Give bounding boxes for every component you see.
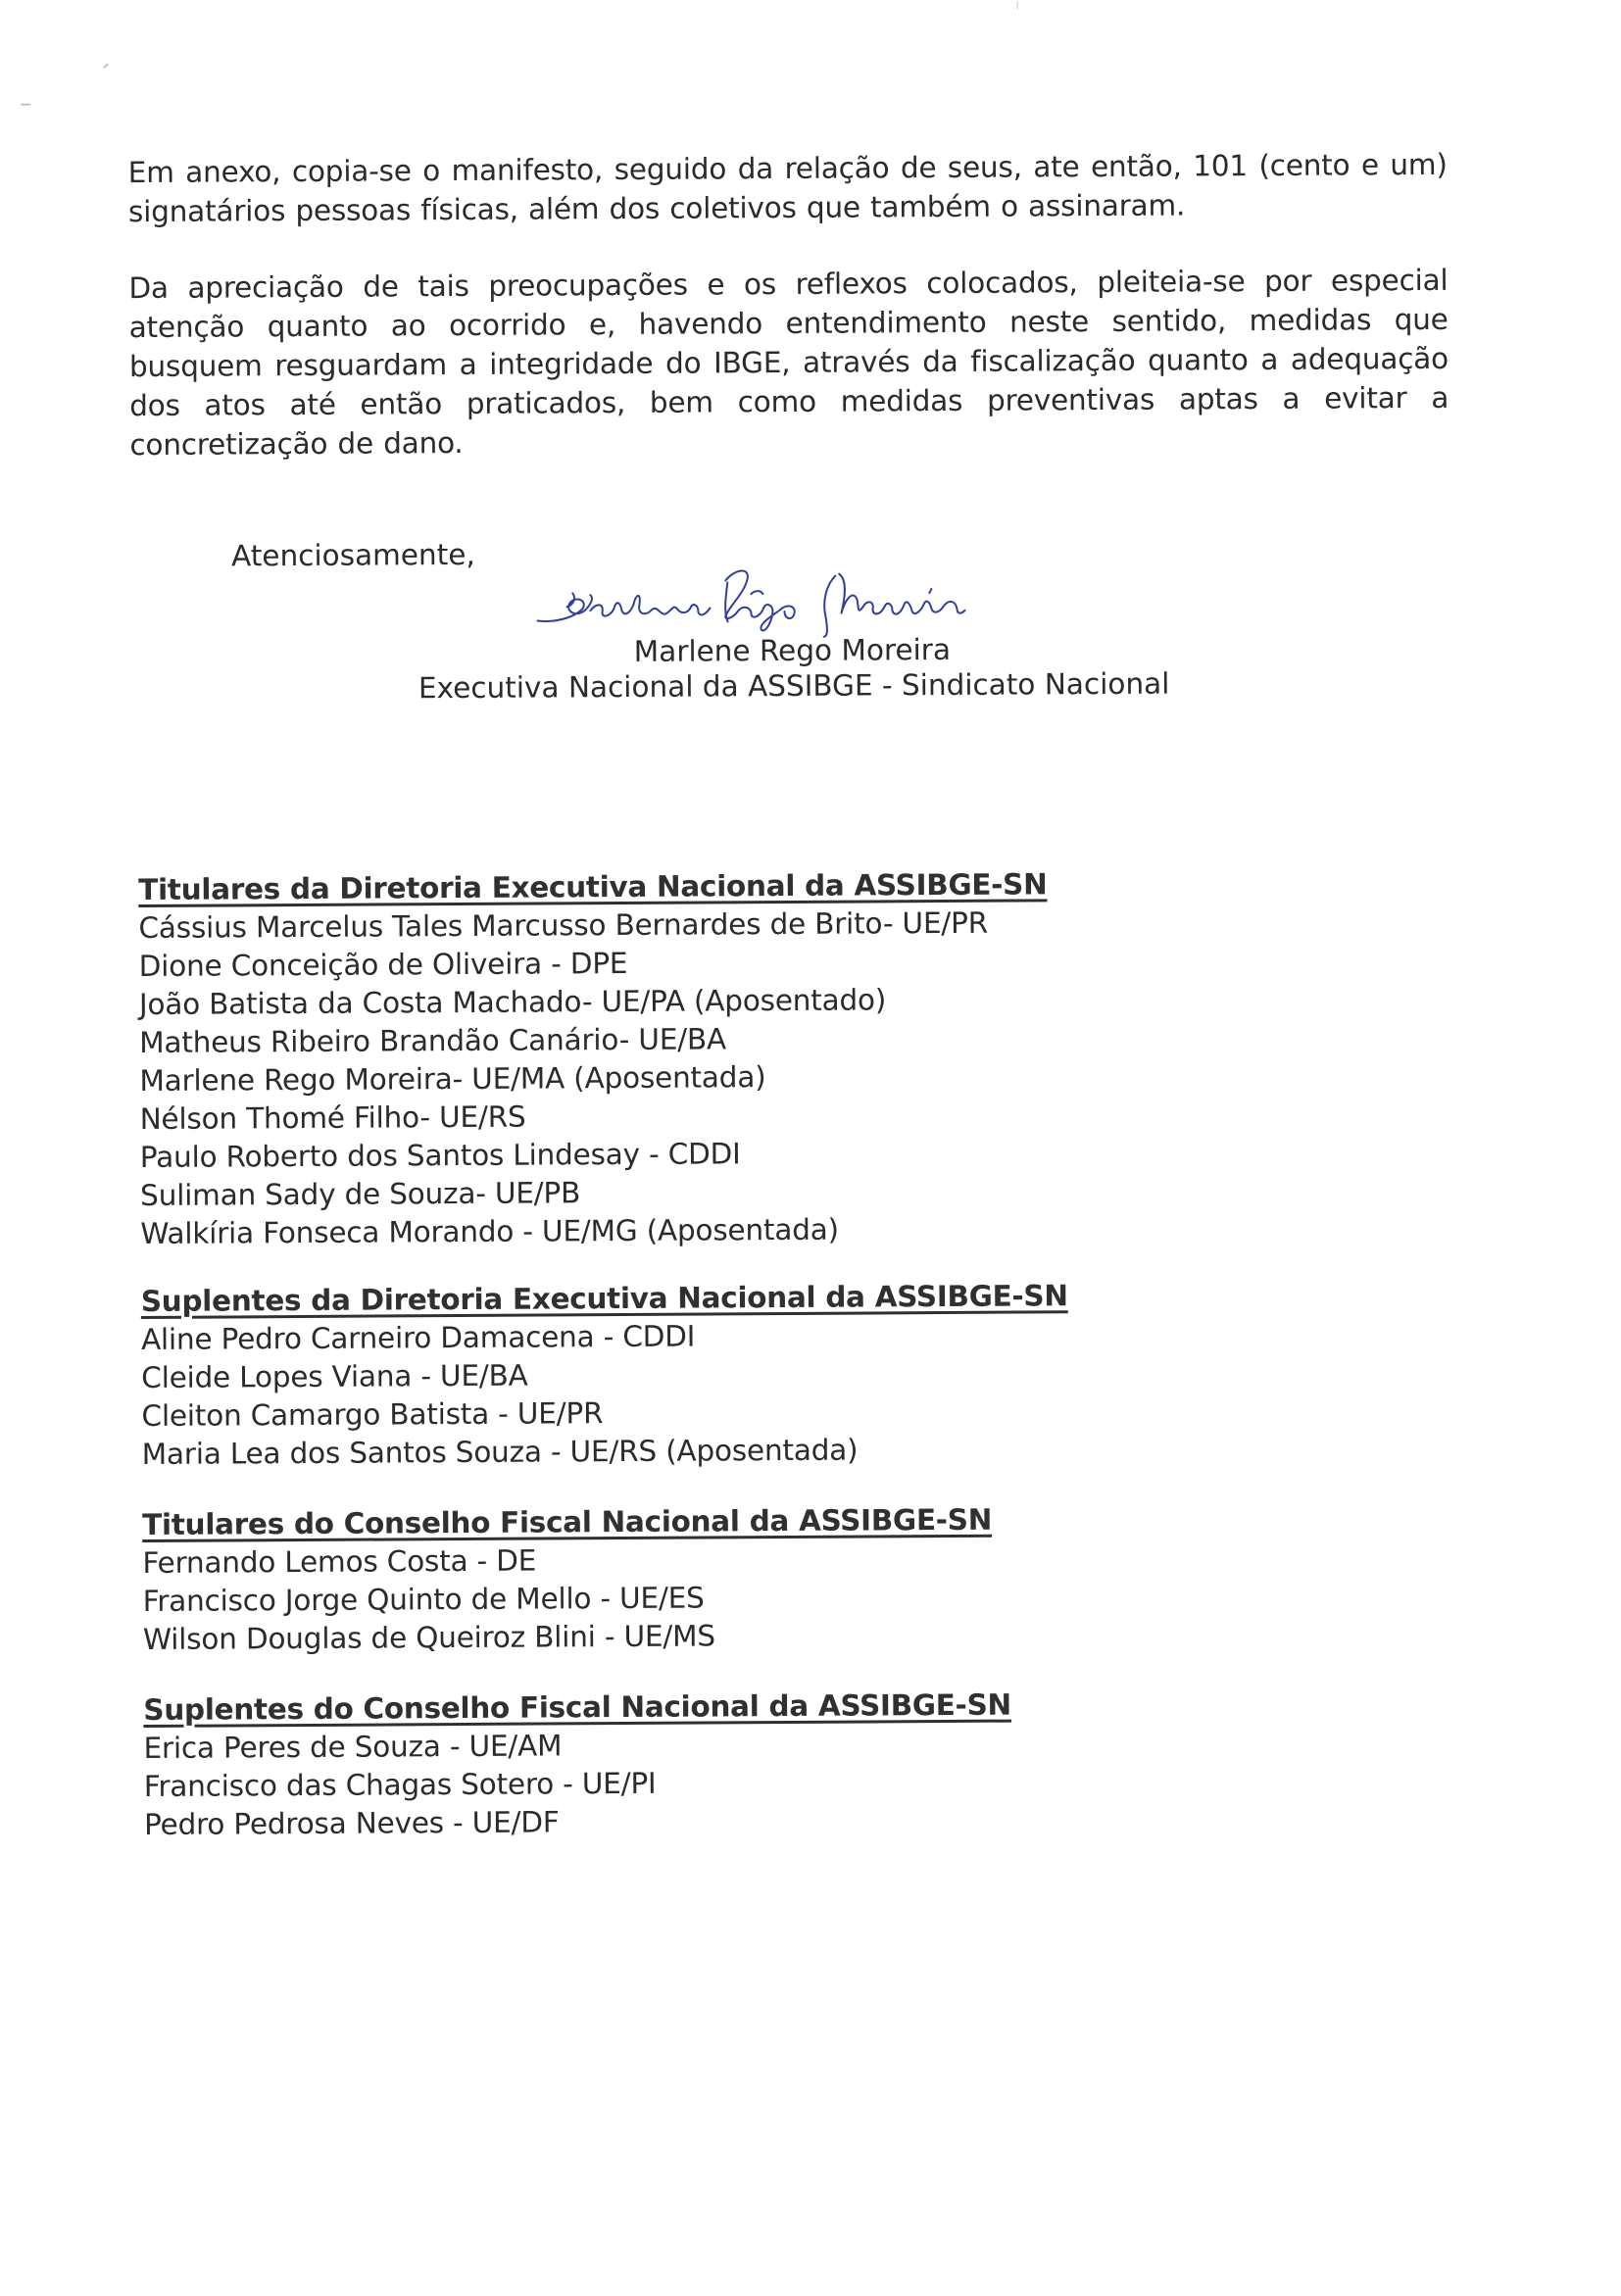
- member-item: Cleiton Camargo Batista - UE/PR: [141, 1396, 604, 1434]
- closing-salutation: Atenciosamente,: [231, 537, 475, 573]
- member-list: [141, 1315, 1069, 1474]
- member-item: Walkíria Fonseca Morando - UE/MG (Aposentada): [140, 1212, 839, 1251]
- paragraph-annex: Em anexo, copia-se o manifesto, seguido da relação de seus, ate então, 101 (cento e um) signatários pessoas físicas, além dos coletivos que também o assinaram.: [127, 147, 1448, 229]
- member-item: Wilson Douglas de Queiroz Blini - UE/MS: [142, 1619, 715, 1657]
- section-heading: Suplentes da Diretoria Executiva Nacional da ASSIBGE-SN: [140, 1279, 1068, 1319]
- section-suplentes-diretoria: [141, 1277, 1069, 1474]
- section-suplentes-conselho: [143, 1686, 1011, 1844]
- member-item: Nélson Thomé Filho- UE/RS: [139, 1099, 526, 1137]
- section-titulares-conselho: [142, 1501, 993, 1659]
- member-item: Marlene Rego Moreira- UE/MA (Aposentada): [139, 1060, 766, 1099]
- scan-artifact: [21, 104, 30, 106]
- member-list: [138, 904, 1049, 1253]
- section-heading: Titulares da Diretoria Executiva Nacional da ASSIBGE-SN: [138, 867, 1048, 907]
- signature-stroke: [537, 593, 592, 621]
- signer-name: Marlene Rego Moreira: [633, 632, 952, 668]
- member-item: Cleide Lopes Viana - UE/BA: [141, 1358, 528, 1395]
- member-item: Pedro Pedrosa Neves - UE/DF: [143, 1805, 560, 1842]
- member-item: Cássius Marcelus Tales Marcusso Bernardes de Brito- UE/PR: [138, 905, 989, 946]
- paragraph-request: Da apreciação de tais preocupações e os reflexos colocados, pleiteia-se por especial atenção quanto ao ocorrido e, havendo entendimento neste sentido, medidas que busquem resguardam a integridade do IBGE, através da fiscalização quanto a adequação dos atos até então praticados, bem como medidas preventivas aptas a evitar a concretização de dano.: [128, 263, 1449, 463]
- member-item: Paulo Roberto dos Santos Lindesay - CDDI: [139, 1137, 741, 1175]
- member-item: Suliman Sady de Souza- UE/PB: [140, 1176, 581, 1213]
- member-item: Matheus Ribeiro Brandão Canário- UE/BA: [139, 1022, 727, 1060]
- scan-artifact: [103, 64, 109, 69]
- member-item: Fernando Lemos Costa - DE: [142, 1543, 537, 1581]
- scan-artifact: [1017, 2, 1018, 10]
- member-item: Erica Peres de Souza - UE/AM: [143, 1729, 563, 1766]
- member-item: Aline Pedro Carneiro Damacena - CDDI: [140, 1319, 696, 1357]
- member-list: [143, 1725, 1011, 1844]
- section-heading: Suplentes do Conselho Fiscal Nacional da ASSIBGE-SN: [143, 1687, 1011, 1728]
- handwritten-signature: [533, 560, 1004, 641]
- signer-title: Executiva Nacional da ASSIBGE - Sindicato Nacional: [418, 666, 1170, 706]
- section-titulares-diretoria: [138, 865, 1050, 1253]
- signature-stroke: [590, 595, 710, 615]
- member-list: [142, 1539, 993, 1659]
- member-item: João Batista da Costa Machado- UE/PA (Aposentado): [138, 983, 887, 1022]
- member-item: Maria Lea dos Santos Souza - UE/RS (Aposentada): [141, 1433, 859, 1472]
- member-item: Dione Conceição de Oliveira - DPE: [138, 946, 628, 984]
- section-heading: Titulares do Conselho Fiscal Nacional da ASSIBGE-SN: [142, 1502, 993, 1542]
- signature-stroke: [823, 573, 964, 637]
- member-item: Francisco Jorge Quinto de Mello - UE/ES: [142, 1581, 705, 1619]
- signature-stroke: [725, 570, 795, 631]
- member-item: Francisco das Chagas Sotero - UE/PI: [143, 1766, 657, 1804]
